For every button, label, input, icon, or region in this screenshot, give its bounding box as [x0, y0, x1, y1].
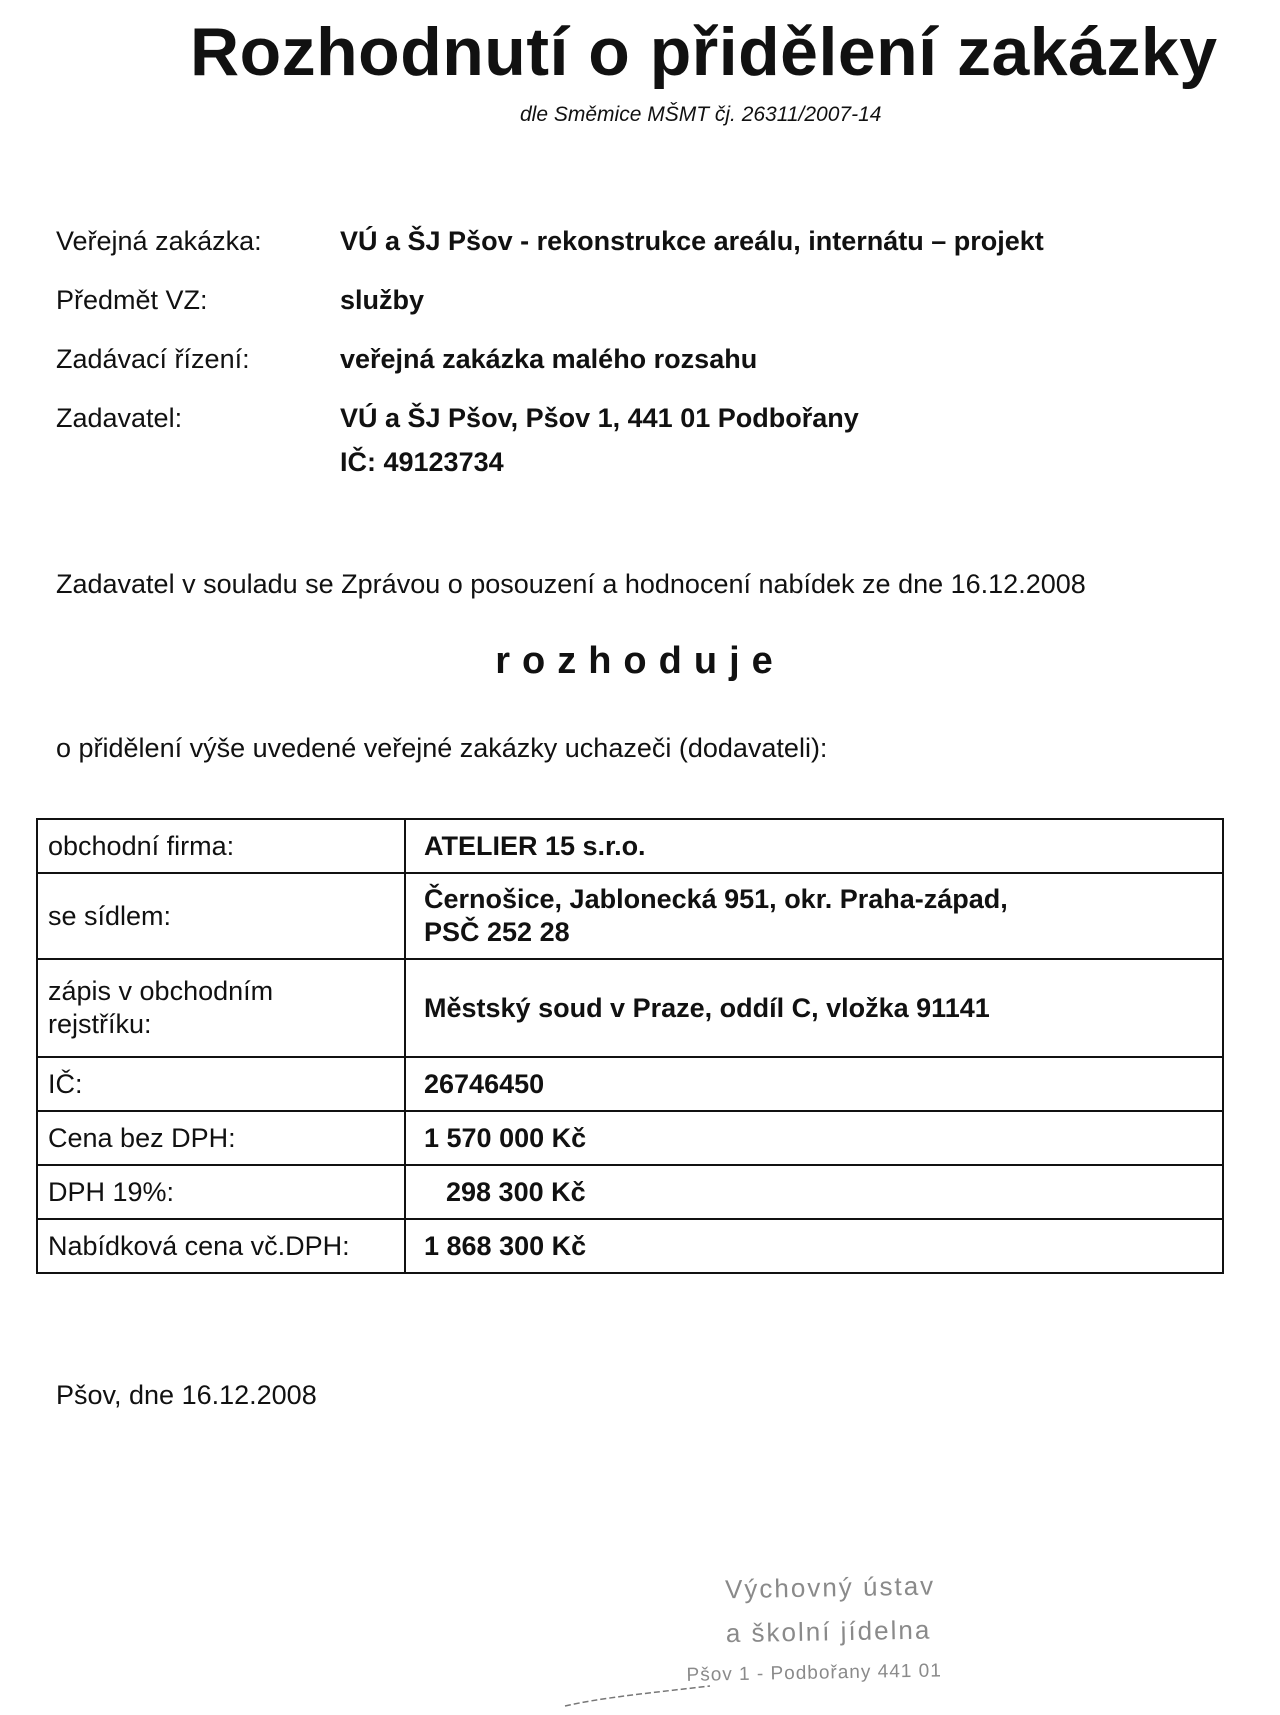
table-value: 298 300 Kč	[405, 1165, 1223, 1219]
table-label: IČ:	[37, 1057, 405, 1111]
table-value-line: Černošice, Jablonecká 951, okr. Praha-západ,	[424, 884, 1008, 914]
table-label-line: rejstříku:	[48, 1009, 152, 1039]
meta-label: Předmět VZ:	[56, 285, 208, 315]
table-row	[37, 959, 1223, 1057]
meta-value: veřejná zakázka malého rozsahu	[340, 344, 758, 374]
table-label: se sídlem:	[37, 873, 405, 959]
table-value: Městský soud v Praze, oddíl C, vložka 91141	[405, 959, 1223, 1057]
table-row	[37, 1111, 1223, 1165]
stamp-line: a školní jídelna	[725, 1614, 932, 1649]
table-value: 26746450	[405, 1057, 1223, 1111]
table-value: ATELIER 15 s.r.o.	[405, 819, 1223, 873]
signature-stroke	[560, 1680, 720, 1710]
table-label-line: zápis v obchodním	[48, 976, 274, 1006]
place-date: Pšov, dne 16.12.2008	[56, 1380, 317, 1410]
table-label: obchodní firma:	[37, 819, 405, 873]
supplier-table	[36, 818, 1224, 1274]
table-value: 1 570 000 Kč	[405, 1111, 1223, 1165]
table-row	[37, 873, 1223, 959]
stamp-line: Výchovný ústav	[724, 1570, 936, 1605]
table-value	[405, 873, 1223, 959]
table-label: Nabídková cena vč.DPH:	[37, 1219, 405, 1273]
table-row	[37, 1219, 1223, 1273]
decision-heading: rozhoduje	[495, 640, 785, 682]
meta-label: Veřejná zakázka:	[56, 226, 262, 256]
meta-value: služby	[340, 285, 425, 315]
meta-value: VÚ a ŠJ Pšov, Pšov 1, 441 01 Podbořany	[340, 403, 859, 433]
intro-paragraph: Zadavatel v souladu se Zprávou o posouzení a hodnocení nabídek ze dne 16.12.2008	[56, 569, 1086, 599]
table-value-line: PSČ 252 28	[424, 917, 570, 947]
table-row	[37, 819, 1223, 873]
meta-value: VÚ a ŠJ Pšov - rekonstrukce areálu, internátu – projekt	[340, 226, 1044, 256]
table-value: 1 868 300 Kč	[405, 1219, 1223, 1273]
official-stamp	[685, 1569, 1017, 1715]
meta-label: Zadavatel:	[56, 403, 183, 433]
table-label: DPH 19%:	[37, 1165, 405, 1219]
table-label	[37, 959, 405, 1057]
meta-label: Zadávací řízení:	[56, 344, 250, 374]
table-row	[37, 1165, 1223, 1219]
document-subtitle: dle Směmice MŠMT čj. 26311/2007-14	[520, 103, 882, 126]
table-row	[37, 1057, 1223, 1111]
stamp-line: Pšov 1 - Podbořany 441 01	[686, 1660, 942, 1686]
table-label: Cena bez DPH:	[37, 1111, 405, 1165]
lead-paragraph: o přidělení výše uvedené veřejné zakázky uchazeči (dodavateli):	[56, 733, 828, 763]
document-title: Rozhodnutí o přidělení zakázky	[190, 14, 1218, 90]
meta-value-secondary: IČ: 49123734	[340, 447, 504, 477]
